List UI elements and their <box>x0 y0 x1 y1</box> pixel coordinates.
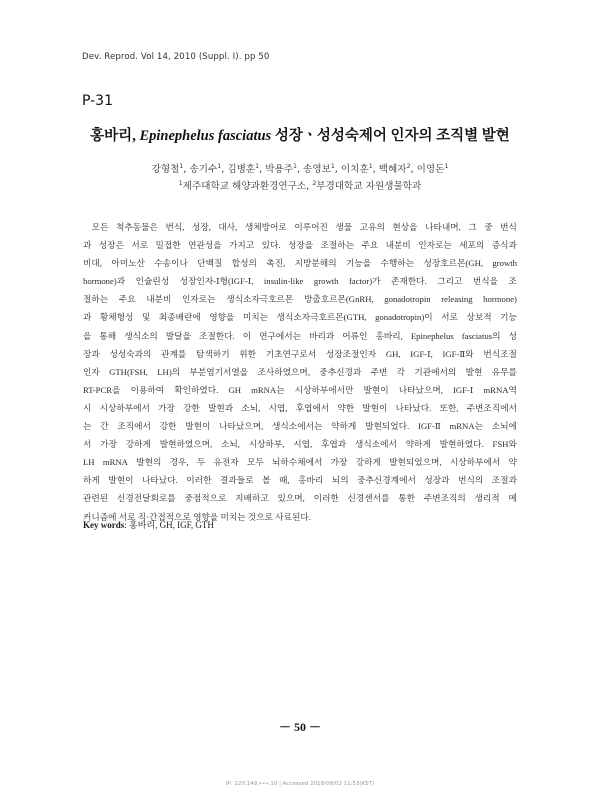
affiliation-2: 부경대학교 자원생물학과 <box>316 181 422 192</box>
abstract-line: 커니즘에 서로 직·간접적으로 영향을 미치는 것으로 사료된다. <box>83 511 311 522</box>
author <box>341 164 373 175</box>
journal-header: Dev. Reprod. Vol 14, 2010 (Suppl. I). pp 50 <box>82 52 270 62</box>
author-name: 김병훈 <box>227 164 256 175</box>
author <box>417 164 449 175</box>
author <box>227 164 259 175</box>
author-name: 백혜자 <box>378 164 407 175</box>
author <box>189 164 221 175</box>
abstract-line: 관련된 신경전달회로를 중점적으로 지배하고 있으며, 이러한 신경센서를 통한 주변조직의 생리적 메 <box>83 493 517 504</box>
author-list: 강형철$^1$, 송기수$^1$, 김병훈$^1$, 박용주$^1$, 송영보$^1$, 이치훈$^1$, 백혜자$^2$, 이영돈$^1$ <box>151 162 449 175</box>
abstract-body <box>83 218 517 526</box>
affiliation-1: 제주대학교 해양과환경연구소, <box>182 181 313 192</box>
paper-title <box>0 124 600 145</box>
abstract-line: 하게 발현이 나타났다. 이러한 결과들로 볼 때, 홍바리 뇌의 중추신경계에서 성장과 번식의 조절과 <box>83 475 517 486</box>
title-suffix: 성장ㆍ성성숙제어 인자의 조직별 발현 <box>271 128 510 144</box>
author-name: 송기수 <box>189 164 218 175</box>
author-affiliation-marker: 1 <box>179 162 184 170</box>
abstract-line: 서 가장 강하게 발현하였으며, 소뇌, 시상하부, 시엽, 후엽과 생식소에서 약하게 발현하였다. FSH와 <box>83 439 517 450</box>
download-stamp: IP: 220.149.•••.10 | Accessed 2018/08/02 11:53(KST) <box>225 781 375 787</box>
abstract-line: 는 간 조직에서 강한 발현이 나타났으며, 생식소에서는 약하게 발현되었다. IGF-Ⅱ mRNA는 소뇌에 <box>83 421 517 432</box>
title-prefix: 홍바리, <box>90 128 140 144</box>
author-affiliation-marker: 1 <box>293 162 297 170</box>
abstract-line: 비대, 아미노산 수송이나 단백질 합성의 촉진, 지방분해의 기능을 수행하는 성장호르몬(GH, growth <box>83 258 517 269</box>
author <box>152 164 184 175</box>
author-name: 송영보 <box>303 164 331 175</box>
abstract-line: 과 황체형성 및 최종배란에 영향을 미치는 생식소자극호르몬(GTH, gonadotropin)이 서로 상보적 기능 <box>83 312 517 323</box>
abstract-line: 모든 척추동물은 번식, 성장, 대사, 생체방어로 이루어진 생물 고유의 현상을 나타내며, 그 중 번식 <box>83 222 517 232</box>
affiliation-marker: 1 <box>178 179 183 187</box>
abstract-line: 절하는 주요 내분비 인자로는 생식소자극호르몬 방출호르몬(GnRH, gonadotropin releasing hormone) <box>83 294 517 305</box>
author-affiliation-marker: 1 <box>368 162 373 170</box>
page-number: － 50 － <box>278 720 321 734</box>
affiliation-marker: 2 <box>312 179 317 187</box>
author <box>265 164 297 175</box>
author <box>379 164 411 175</box>
abstract-line: 을 통해 생식소의 발달을 조절한다. 이 연구에서는 바리과 어류인 홍바리, Epinephelus fasciatus의 성 <box>83 330 517 341</box>
keywords <box>83 518 214 531</box>
author-affiliation-marker: 1 <box>330 162 335 170</box>
abstract-line: 과 성장은 서로 밀접한 연관성을 가지고 있다. 성장을 조절하는 주요 내분비 인자로는 세포의 증식과 <box>83 240 517 251</box>
author-name: 이치훈 <box>340 164 369 175</box>
abstract-code: P-31 <box>82 93 114 109</box>
author-name: 이영돈 <box>416 164 445 175</box>
author <box>303 164 335 175</box>
abstract-line: RT-PCR을 이용하여 확인하였다. GH mRNA는 시상하부에서만 발현이 나타났으며, IGF-Ⅰ mRNA역 <box>83 384 517 395</box>
abstract-line: LH mRNA 발현의 경우, 두 유전자 모두 뇌하수체에서 가장 강하게 발현되었으며, 시상하부에서 약 <box>83 457 517 468</box>
abstract-line: hormone)과 인슐린성 성장인자-Ⅰ형(IGF-Ⅰ, insulin-like growth factor)가 존재한다. 그리고 번식을 조 <box>83 276 517 287</box>
abstract-line: 장과 성성숙과의 관계를 탐색하기 위한 기초연구로서 성장조절인자 GH, IGF-Ⅰ, IGF-Ⅱ와 번식조절 <box>83 348 517 359</box>
author-affiliation-marker: 1 <box>444 162 449 170</box>
author-affiliation-marker: 1 <box>255 162 260 170</box>
affiliations <box>0 178 600 192</box>
abstract-line: 인자 GTH(FSH, LH)의 부분염기서열을 조사하였으며, 중추신경과 주변 각 기관에서의 발현 유무를 <box>83 366 517 377</box>
author-name: 강형철 <box>151 164 180 175</box>
author-affiliation-marker: 2 <box>406 162 411 170</box>
keywords-label: Key words <box>83 520 125 530</box>
title-species: Epinephelus fasciatus <box>139 128 272 144</box>
keywords-values: : 홍바리, GH, IGF, GTH <box>124 520 214 530</box>
author-affiliation-marker: 1 <box>217 162 222 170</box>
author-name: 박용주 <box>265 164 293 175</box>
abstract-line: 시 시상하부에서 가장 강한 발현과 소뇌, 시엽, 후엽에서 약한 발현이 나타났다. 또한, 주변조직에서 <box>83 402 517 413</box>
